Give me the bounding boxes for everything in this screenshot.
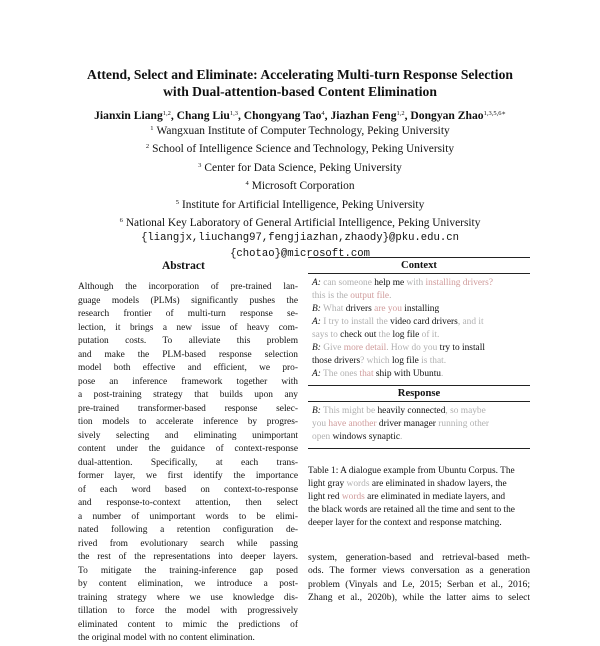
affiliation-text: Center for Data Science, Peking University (204, 161, 402, 174)
body-line: Zhang et al., 2020b), while the latter aims to select (308, 591, 530, 603)
abstract-line: former layer, we first identify the importance (78, 471, 298, 481)
dialogue-word-span: . (441, 369, 444, 379)
caption-line (308, 478, 530, 491)
dialogue-word-span: windows synaptic (332, 432, 401, 442)
affiliation-line (20, 213, 580, 231)
context-heading: Context (401, 260, 437, 271)
abstract-heading: Abstract (162, 260, 205, 272)
abstract-line: rived from evolutionary search while passing (78, 538, 298, 549)
speaker-label: A: (312, 369, 321, 379)
dialogue-word-span: with (404, 278, 426, 288)
speaker-label: B: (312, 343, 321, 353)
abstract-line: dual-attention. Specifically, at each trans- (78, 457, 298, 468)
table-bottom-rule (308, 448, 530, 449)
dialogue-word-span: log file (392, 330, 420, 340)
context-line (312, 303, 526, 316)
affiliation-mark: 5 (175, 198, 179, 206)
author-name: Chang Liu (176, 109, 230, 122)
dialogue-word-span: try to install (439, 343, 485, 353)
author-affiliation-mark: 1,3,5,6∗ (483, 110, 506, 117)
author-name: Jianxin Liang (94, 109, 163, 122)
abstract-line: nated following a retention configuration de- (78, 525, 298, 535)
affiliation-list (20, 121, 580, 231)
abstract-line: training strategy where we use knowledge dis- (78, 592, 298, 603)
table-caption (308, 465, 530, 530)
dialogue-word-span: running other (435, 419, 490, 429)
affiliation-mark: 6 (119, 217, 123, 225)
dialogue-word-span: ? which (360, 356, 392, 366)
speaker-label: B: (312, 406, 321, 416)
dialogue-word-span: video card drivers (390, 317, 458, 327)
response-line (312, 418, 526, 431)
context-line (312, 277, 526, 290)
dialogue-word-span: installing (404, 304, 440, 314)
abstract-line: putation costs. To alleviate this problem (78, 336, 298, 346)
response-lines (308, 402, 530, 448)
dialogue-example-table (308, 257, 530, 449)
author-name: Dongyan Zhao (410, 109, 484, 122)
affiliation-line (20, 195, 580, 213)
paper-title (40, 66, 560, 100)
caption-line (308, 504, 530, 517)
affiliation-line (20, 121, 580, 139)
title-line-2: with Dual-attention-based Content Elimination (163, 84, 437, 99)
body-text (308, 551, 530, 604)
body-line: system, generation-based and retrieval-based meth- (308, 552, 530, 563)
dialogue-word-span: is that. (418, 356, 447, 366)
dialogue-word-span: . How do you (386, 343, 440, 353)
affiliation-mark: 4 (245, 180, 249, 188)
abstract-line: the original model with no content elimination. (78, 633, 255, 643)
dialogue-word-span: have another (328, 419, 379, 429)
dialogue-word-span: , so maybe (445, 406, 486, 416)
context-line (312, 355, 526, 368)
speaker-label: A: (312, 278, 321, 288)
context-line (312, 290, 526, 303)
abstract-line: pre-trained transformer-based response selec- (78, 403, 298, 414)
caption-line (308, 517, 530, 530)
dialogue-word-span: check out (340, 330, 377, 340)
affiliations (20, 121, 580, 262)
context-line (312, 329, 526, 342)
abstract-line: Although the incorporation of pre-trained lan- (78, 282, 298, 292)
dialogue-word-span: that (359, 369, 376, 379)
author-name: Jiazhan Feng (330, 109, 397, 122)
dialogue-word-span: help me (374, 278, 405, 288)
author-affiliation-mark: 4 (321, 110, 325, 117)
dialogue-word-span: more detail (343, 343, 387, 353)
speaker-label: A: (312, 317, 321, 327)
dialogue-word-span: . (389, 291, 392, 301)
dialogue-word-span: light gray (308, 479, 347, 490)
affiliation-mark: 2 (145, 143, 150, 151)
affiliation-line (20, 139, 580, 157)
author-name: Chongyang Tao (243, 109, 322, 122)
dialogue-word-span: drivers (345, 304, 372, 314)
affiliation-text: Institute for Artificial Intelligence, Peking University (181, 198, 425, 211)
affiliation-text: Microsoft Corporation (251, 180, 355, 193)
dialogue-word-span: deeper layer for the context and response matching. (308, 518, 502, 529)
dialogue-word-span: What (320, 304, 346, 314)
abstract-line: and response-to-context attention, then select (78, 498, 298, 508)
dialogue-word-span: this is the (312, 291, 351, 301)
dialogue-word-span: are eliminated in mediate layers, and (364, 492, 506, 503)
affiliation-text: School of Intelligence Science and Technology, Peking University (152, 143, 455, 156)
abstract-line: To mitigate the training-inference gap posed (78, 565, 298, 576)
speaker-label: B: (312, 304, 321, 314)
context-line (312, 368, 526, 381)
affiliation-text: National Key Laboratory of General Artificial Intelligence, Peking University (125, 217, 481, 230)
dialogue-word-span: those drivers (312, 356, 361, 366)
dialogue-word-span: This might be (320, 406, 378, 416)
author-affiliation-mark: 1,2 (396, 110, 405, 117)
author-affiliation-mark: 1,2 (162, 110, 171, 117)
affiliation-line (20, 176, 580, 194)
response-heading: Response (397, 388, 441, 399)
dialogue-word-span: are eliminated in shadow layers, the (369, 479, 507, 490)
abstract-line: a post-training strategy that builds upon any (78, 390, 298, 400)
dialogue-word-span: the black words are retained all the time and sent to the (308, 505, 515, 516)
affiliation-mark: 1 (150, 125, 154, 132)
abstract-line: by content elimination, we introduce a post- (78, 579, 298, 589)
dialogue-word-span: ship with Ubuntu (375, 369, 441, 379)
abstract-body (78, 281, 298, 646)
dialogue-word-span: words (346, 479, 370, 490)
dialogue-word-span: are you (371, 304, 405, 314)
affiliation-text: Wangxuan Institute of Computer Technology, Peking University (156, 125, 450, 137)
affiliation-line (20, 158, 580, 176)
body-line: problem (Vinyals and Le, 2015; Serban et al., 2016; (308, 578, 530, 590)
abstract-line: content under the guidance of context-response (78, 444, 298, 454)
email-line-2: {chotao}@microsoft.com (230, 247, 370, 260)
abstract-line: sively selecting and eliminating unimportant (78, 430, 298, 441)
abstract-line: guage models (PLMs) significantly pushes the (78, 295, 298, 306)
abstract-line: tillation to force the model with progressively (78, 606, 298, 616)
abstract-line: model both effective and efficient, we pro- (78, 363, 298, 373)
dialogue-word-span: Table 1: A dialogue example from Ubuntu Corpus. The (308, 466, 515, 476)
dialogue-word-span: Give (320, 343, 344, 353)
dialogue-word-span: words (341, 492, 365, 503)
dialogue-word-span: says to (312, 330, 341, 340)
dialogue-word-span: . (400, 432, 403, 442)
abstract-line: research frontier of multi-turn response se- (78, 309, 298, 319)
abstract-line: lection, it brings a new issue of heavy com- (78, 322, 298, 333)
context-line (312, 342, 526, 355)
abstract-line: tion models to accelerate inference by progres- (78, 417, 298, 427)
caption-line (308, 465, 530, 478)
dialogue-word-span: open (312, 432, 333, 442)
dialogue-word-span: , and it (457, 317, 484, 327)
abstract-line: a number of unimportant words to be elimi- (78, 511, 298, 522)
dialogue-word-span: can someone (320, 278, 375, 288)
affiliation-mark: 3 (198, 161, 202, 169)
title-line-1: Attend, Select and Eliminate: Accelerating Multi-turn Response Selection (87, 67, 513, 82)
abstract-line: of each word based on context-to-response (78, 484, 298, 495)
abstract-line: eliminated content to mimic the predictions of (78, 619, 298, 630)
abstract-line: the rest of the representations into deeper layers. (78, 552, 298, 562)
context-lines (308, 274, 530, 385)
context-line (312, 316, 526, 329)
dialogue-word-span: log file (391, 356, 419, 366)
dialogue-word-span: you (312, 419, 329, 429)
dialogue-word-span: heavily connected (377, 406, 446, 416)
response-line (312, 431, 526, 444)
response-line (312, 405, 526, 418)
dialogue-word-span: light red (308, 492, 342, 503)
dialogue-word-span: the (376, 330, 393, 340)
body-line: ods. The former views conversation as a generation (308, 565, 530, 577)
dialogue-word-span: I try to install the (320, 317, 391, 327)
dialogue-word-span: of it. (419, 330, 440, 340)
email-line-1: {liangjx,liuchang97,fengjiazhan,zhaody}@pku.edu.cn (141, 232, 459, 245)
dialogue-word-span: The ones (320, 369, 360, 379)
author-affiliation-mark: 1,3 (229, 110, 238, 117)
dialogue-word-span: output file (350, 291, 390, 301)
dialogue-word-span: installing drivers? (425, 278, 493, 288)
dialogue-word-span: driver manager (378, 419, 436, 429)
abstract-line: pose an inference framework together with (78, 376, 298, 387)
caption-line (308, 491, 530, 504)
abstract-line: and make the PLM-based response selection (78, 349, 298, 360)
author-list: Jianxin Liang$^{1,2}$, Chang Liu$^{1,3}$, Chongyang Tao$^4$, Jiazhan Feng$^{1,2}$, Dongyan Zhao$^{1,3,5,6∗}$ (94, 109, 506, 122)
